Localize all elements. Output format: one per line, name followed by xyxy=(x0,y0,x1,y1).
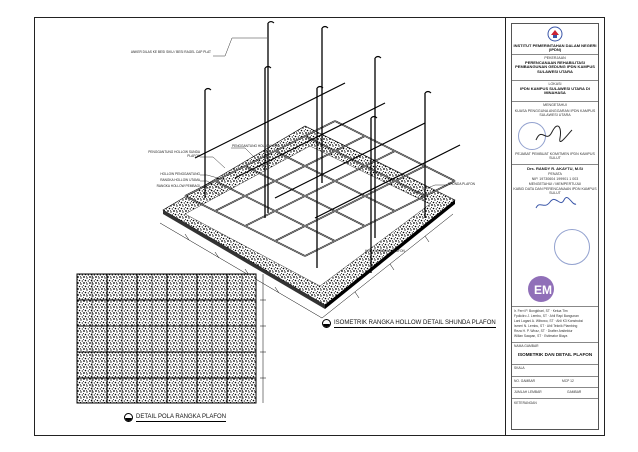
callout-hollow-rod: PENGGANTUNG HOLLOW ROD xyxy=(232,144,280,148)
drawing-sheet xyxy=(34,17,605,436)
approval-name: Drs. RANDY R. AKAYTU, M.Si xyxy=(527,166,583,171)
drawing-name-label: NAMA GAMBAR xyxy=(514,344,539,348)
team-row: Fpdiciiro J. Lembu, ST · Ahli Rapi Bangunan xyxy=(514,314,579,318)
team-row: Ir. Ferri P. Bongkhari, ST · Ketua Tim xyxy=(514,309,568,313)
team-row: Lani Lagani A. Wibowo, ST · Ahli K3 Konstruksi xyxy=(514,319,584,323)
team-row: Reza H. P. Wiraz, ST · Drafter Arsitektur xyxy=(514,329,573,333)
approval-3: MENGETAHUI / MEMPERTUJUI xyxy=(528,182,582,186)
institution-name: INSTITUT PEMERINTAHAN DALAM NEGERI (IPDN) xyxy=(513,43,597,53)
callout-shunda-plafon: SHUNDA PLAFON xyxy=(448,182,475,186)
callout-hollow-bawah: HOLLOW BAWAH PLAFON xyxy=(365,249,405,253)
drawing-area xyxy=(35,18,505,435)
plan-title xyxy=(124,413,226,422)
team-row: Ismeri N. Lembu, ST · Ahli Teknik Plambing xyxy=(514,324,578,328)
approval-label: MENGETAHUI xyxy=(543,103,567,107)
isometric-drawing xyxy=(35,18,505,435)
team-row: Wilian Saapan, ST · Estimator Biaya xyxy=(514,334,568,338)
location-label: LOKASI xyxy=(548,82,562,86)
location-name: IPDN KAMPUS SULAWESI UTARA DI MINAHASA xyxy=(520,86,590,96)
callout-hollow-pembagi: RANGKA HOLLOW PEMBAGI xyxy=(156,184,200,188)
company-logo-icon xyxy=(526,274,556,304)
notes-label: KETERANGAN xyxy=(514,401,537,405)
plan-title-text: DETAIL POLA RANGKA PLAFON xyxy=(136,413,227,420)
count-value: GAMBAR xyxy=(567,390,582,394)
stamp-icon xyxy=(554,229,590,265)
callout-anker: ANKER DILAS KE BESI SIKU / BESI RAGEL CAP PLAT xyxy=(130,50,211,54)
section-marker-icon xyxy=(322,319,331,328)
job-label: PEKERJAAN xyxy=(544,56,566,60)
plan-plafon-pattern xyxy=(77,274,266,403)
count-label: JUMLAH LEMBAR xyxy=(514,390,542,394)
callout-hollow-penggantung: HOLLOW PENGGANTUNG xyxy=(160,172,200,176)
sheet-no: MCP 12 xyxy=(562,379,574,383)
approval-4: KABID DATA DAN PERENCANAAN IPDN KAMPUS SULUT xyxy=(513,187,597,196)
approval-rank: PENATA xyxy=(548,172,562,176)
drawing-name: ISOMETRIK DAN DETAIL PLAFON xyxy=(517,352,593,357)
iso-title-text: ISOMETRIK RANGKA HOLLOW DETAIL SHUNDA PLAFON xyxy=(334,319,496,326)
title-block xyxy=(505,18,604,435)
scale-label: SKALA xyxy=(514,366,525,370)
svg-text:EM: EM xyxy=(534,283,552,297)
callout-hollow-utama: RANGKA HOLLOW UTAMA xyxy=(160,178,200,182)
section-marker-icon xyxy=(124,413,133,422)
sheet-no-label: NO. GAMBAR xyxy=(514,379,536,383)
approval-2: PEJABAT PEMBUAT KOMITMEN IPDN KAMPUS SULUT xyxy=(515,152,595,161)
logo-icon xyxy=(512,26,598,43)
callout-hollow-sunda: PENGGANTUNG HOLLOW SUNDA PLAFON xyxy=(148,150,200,158)
job-name: PERENCANAAN REHABILITASI PEMBANGUNAN GEDUNG IPDN KAMPUS SULAWESI UTARA xyxy=(515,60,595,74)
title-block-frame xyxy=(511,23,599,430)
approval-nip: NIP. 19730604 199901 1 003 xyxy=(531,177,579,181)
signature-icon xyxy=(534,196,578,214)
approval-1: KUASA PENGGUNA ANGGARAN IPDN KAMPUS SULAWESI UTARA xyxy=(514,109,596,118)
iso-title xyxy=(322,319,496,328)
signature-icon xyxy=(534,124,574,146)
